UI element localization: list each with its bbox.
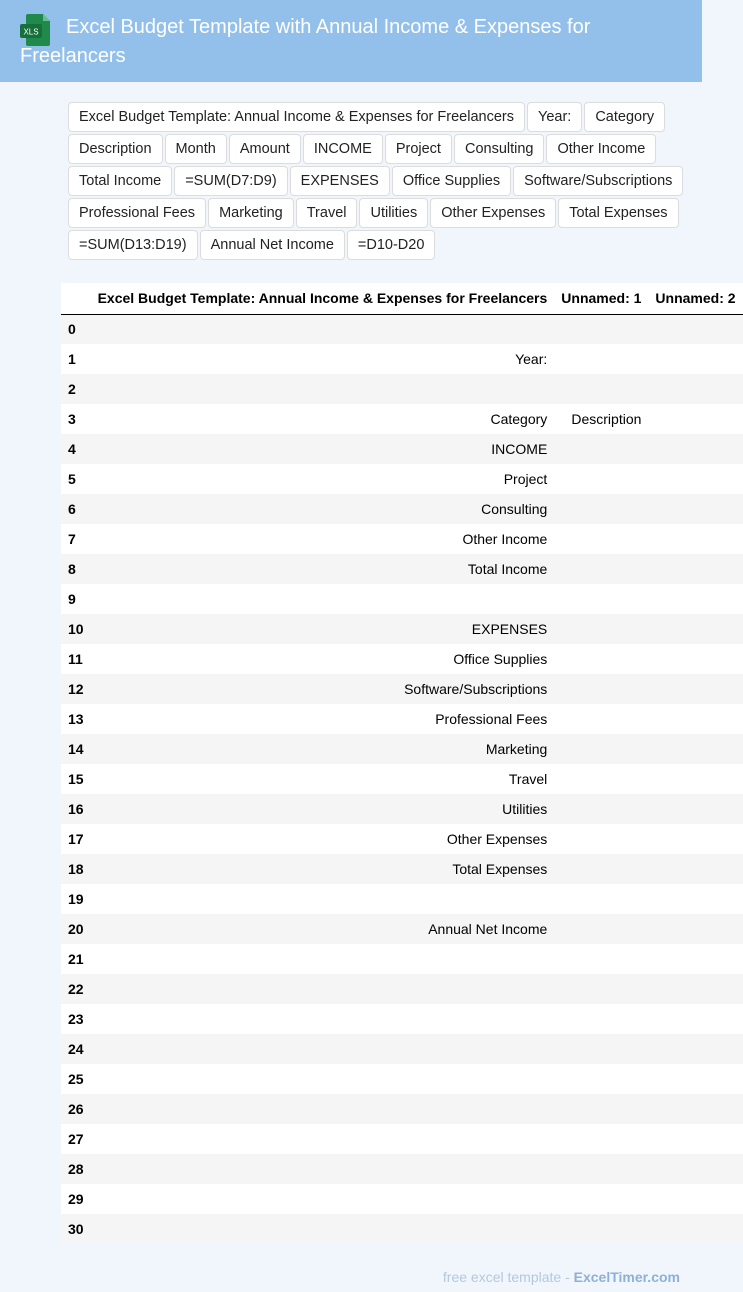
table-cell bbox=[648, 974, 742, 1004]
table-cell: Travel bbox=[91, 764, 555, 794]
row-index-cell: 1 bbox=[61, 344, 91, 374]
table-header-row bbox=[61, 283, 743, 314]
table-cell bbox=[648, 734, 742, 764]
row-index-cell: 20 bbox=[61, 914, 91, 944]
table-cell bbox=[554, 584, 648, 614]
table-cell bbox=[648, 1154, 742, 1184]
table-cell bbox=[554, 704, 648, 734]
keyword-tag[interactable]: Description bbox=[68, 134, 163, 164]
table-cell bbox=[554, 614, 648, 644]
table-cell bbox=[554, 644, 648, 674]
table-cell bbox=[648, 824, 742, 854]
row-index-cell: 8 bbox=[61, 554, 91, 584]
row-index-cell: 24 bbox=[61, 1034, 91, 1064]
table-cell bbox=[648, 1124, 742, 1154]
keyword-tag[interactable]: Marketing bbox=[208, 198, 294, 228]
table-cell bbox=[648, 554, 742, 584]
table-cell bbox=[648, 944, 742, 974]
table-cell bbox=[648, 704, 742, 734]
table-row bbox=[61, 464, 743, 494]
table-cell bbox=[648, 494, 742, 524]
keyword-tag[interactable]: Year: bbox=[527, 102, 582, 132]
keyword-tag[interactable]: Software/Subscriptions bbox=[513, 166, 683, 196]
keyword-tag[interactable]: Consulting bbox=[454, 134, 545, 164]
table-cell bbox=[648, 464, 742, 494]
row-index-cell: 5 bbox=[61, 464, 91, 494]
footer-brand-link[interactable]: ExcelTimer.com bbox=[573, 1269, 680, 1285]
table-cell bbox=[648, 794, 742, 824]
table-cell bbox=[554, 1034, 648, 1064]
table-cell: Professional Fees bbox=[91, 704, 555, 734]
table-cell bbox=[554, 464, 648, 494]
row-index-cell: 22 bbox=[61, 974, 91, 1004]
table-cell bbox=[648, 1214, 742, 1244]
table-row bbox=[61, 764, 743, 794]
table-cell bbox=[554, 854, 648, 884]
table-cell bbox=[648, 344, 742, 374]
table-cell bbox=[554, 674, 648, 704]
table-cell bbox=[554, 824, 648, 854]
table-cell bbox=[554, 734, 648, 764]
keyword-tag[interactable]: Amount bbox=[229, 134, 301, 164]
table-cell bbox=[554, 344, 648, 374]
keyword-tag[interactable]: Travel bbox=[296, 198, 358, 228]
row-index-cell: 26 bbox=[61, 1094, 91, 1124]
table-cell bbox=[648, 854, 742, 884]
table-row bbox=[61, 494, 743, 524]
table-cell bbox=[554, 1154, 648, 1184]
table-cell: Software/Subscriptions bbox=[91, 674, 555, 704]
table-cell bbox=[554, 794, 648, 824]
row-index-cell: 19 bbox=[61, 884, 91, 914]
row-index-cell: 9 bbox=[61, 584, 91, 614]
table-cell bbox=[648, 584, 742, 614]
table-cell bbox=[554, 1004, 648, 1034]
row-index-cell: 13 bbox=[61, 704, 91, 734]
keyword-tag[interactable]: =SUM(D13:D19) bbox=[68, 230, 198, 260]
row-index-cell: 30 bbox=[61, 1214, 91, 1244]
table-cell: Description bbox=[554, 404, 648, 434]
footer-credit bbox=[443, 1269, 680, 1285]
keyword-tag[interactable]: Project bbox=[385, 134, 452, 164]
table-cell bbox=[554, 314, 648, 344]
table-cell bbox=[648, 614, 742, 644]
table-row bbox=[61, 314, 743, 344]
table-cell bbox=[648, 914, 742, 944]
table-cell: Other Income bbox=[91, 524, 555, 554]
table-cell: Consulting bbox=[91, 494, 555, 524]
table-cell bbox=[554, 1064, 648, 1094]
table-cell: Category bbox=[91, 404, 555, 434]
table-cell bbox=[554, 974, 648, 1004]
table-cell: Office Supplies bbox=[91, 644, 555, 674]
table-row bbox=[61, 674, 743, 704]
table-cell bbox=[648, 1064, 742, 1094]
table-cell bbox=[91, 974, 555, 1004]
table-row bbox=[61, 854, 743, 884]
page-header bbox=[0, 0, 702, 82]
table-cell: Total Income bbox=[91, 554, 555, 584]
keyword-tag[interactable]: EXPENSES bbox=[290, 166, 390, 196]
keyword-tag-list bbox=[68, 102, 698, 262]
table-cell bbox=[648, 884, 742, 914]
row-index-cell: 14 bbox=[61, 734, 91, 764]
table-row bbox=[61, 1154, 743, 1184]
table-row bbox=[61, 1094, 743, 1124]
keyword-tag[interactable]: Month bbox=[165, 134, 227, 164]
table-cell bbox=[91, 314, 555, 344]
data-table bbox=[61, 283, 743, 1244]
table-cell bbox=[554, 944, 648, 974]
table-row bbox=[61, 344, 743, 374]
row-index-cell: 29 bbox=[61, 1184, 91, 1214]
table-cell bbox=[648, 1094, 742, 1124]
table-cell bbox=[91, 1004, 555, 1034]
table-cell bbox=[91, 1124, 555, 1154]
table-cell bbox=[648, 764, 742, 794]
table-cell bbox=[554, 554, 648, 584]
table-cell bbox=[91, 1034, 555, 1064]
keyword-tag[interactable]: Category bbox=[584, 102, 665, 132]
keyword-tag[interactable]: =SUM(D7:D9) bbox=[174, 166, 287, 196]
table-cell bbox=[91, 1064, 555, 1094]
table-cell: Utilities bbox=[91, 794, 555, 824]
row-index-cell: 17 bbox=[61, 824, 91, 854]
table-row bbox=[61, 1034, 743, 1064]
table-row bbox=[61, 434, 743, 464]
table-cell bbox=[648, 1004, 742, 1034]
table-row bbox=[61, 794, 743, 824]
table-cell bbox=[648, 314, 742, 344]
table-cell bbox=[554, 1094, 648, 1124]
table-row bbox=[61, 1184, 743, 1214]
row-index-cell: 15 bbox=[61, 764, 91, 794]
table-row bbox=[61, 524, 743, 554]
data-table-container[interactable] bbox=[68, 283, 736, 1244]
table-cell: Year: bbox=[91, 344, 555, 374]
table-cell bbox=[554, 914, 648, 944]
table-row bbox=[61, 404, 743, 434]
table-cell bbox=[648, 1034, 742, 1064]
table-row bbox=[61, 584, 743, 614]
table-row bbox=[61, 734, 743, 764]
table-cell bbox=[554, 524, 648, 554]
keyword-tag[interactable]: Annual Net Income bbox=[200, 230, 345, 260]
table-row bbox=[61, 944, 743, 974]
table-row bbox=[61, 884, 743, 914]
row-index-cell: 3 bbox=[61, 404, 91, 434]
table-cell: Annual Net Income bbox=[91, 914, 555, 944]
table-cell bbox=[554, 1184, 648, 1214]
table-cell bbox=[91, 884, 555, 914]
column-header: Unnamed: 2 bbox=[648, 283, 742, 314]
keyword-tag[interactable]: Total Income bbox=[68, 166, 172, 196]
table-cell bbox=[91, 1154, 555, 1184]
table-cell bbox=[91, 1184, 555, 1214]
table-cell bbox=[554, 1124, 648, 1154]
row-index-cell: 23 bbox=[61, 1004, 91, 1034]
table-row bbox=[61, 704, 743, 734]
table-cell: INCOME bbox=[91, 434, 555, 464]
table-cell bbox=[554, 1214, 648, 1244]
row-index-cell: 0 bbox=[61, 314, 91, 344]
row-index-cell: 28 bbox=[61, 1154, 91, 1184]
keyword-tag[interactable]: Other Expenses bbox=[430, 198, 556, 228]
table-row bbox=[61, 1064, 743, 1094]
row-index-cell: 18 bbox=[61, 854, 91, 884]
table-cell bbox=[648, 644, 742, 674]
table-cell bbox=[648, 404, 742, 434]
table-cell bbox=[91, 584, 555, 614]
row-index-cell: 21 bbox=[61, 944, 91, 974]
keyword-tag[interactable]: Utilities bbox=[359, 198, 428, 228]
index-column-header bbox=[61, 283, 91, 314]
table-cell bbox=[554, 764, 648, 794]
row-index-cell: 10 bbox=[61, 614, 91, 644]
table-cell bbox=[91, 1094, 555, 1124]
table-row bbox=[61, 614, 743, 644]
footer-prefix: free excel template - bbox=[442, 1269, 574, 1285]
table-row bbox=[61, 824, 743, 854]
row-index-cell: 6 bbox=[61, 494, 91, 524]
keyword-tag[interactable]: INCOME bbox=[303, 134, 383, 164]
table-row bbox=[61, 914, 743, 944]
xls-icon-label: XLS bbox=[23, 27, 39, 37]
table-cell bbox=[648, 434, 742, 464]
row-index-cell: 7 bbox=[61, 524, 91, 554]
column-header: Unnamed: 1 bbox=[554, 283, 648, 314]
row-index-cell: 12 bbox=[61, 674, 91, 704]
keyword-tag[interactable]: Total Expenses bbox=[558, 198, 678, 228]
keyword-tag[interactable]: Other Income bbox=[546, 134, 656, 164]
row-index-cell: 2 bbox=[61, 374, 91, 404]
table-cell: Project bbox=[91, 464, 555, 494]
table-cell bbox=[648, 524, 742, 554]
keyword-tag[interactable]: Excel Budget Template: Annual Income & Expenses for Freelancers bbox=[68, 102, 525, 132]
keyword-tag[interactable]: Office Supplies bbox=[392, 166, 511, 196]
table-cell bbox=[554, 494, 648, 524]
row-index-cell: 16 bbox=[61, 794, 91, 824]
table-cell: EXPENSES bbox=[91, 614, 555, 644]
table-row bbox=[61, 1214, 743, 1244]
table-row bbox=[61, 554, 743, 584]
table-cell: Marketing bbox=[91, 734, 555, 764]
row-index-cell: 27 bbox=[61, 1124, 91, 1154]
table-cell bbox=[554, 884, 648, 914]
table-row bbox=[61, 974, 743, 1004]
table-row bbox=[61, 644, 743, 674]
column-header: Excel Budget Template: Annual Income & Expenses for Freelancers bbox=[91, 283, 555, 314]
row-index-cell: 4 bbox=[61, 434, 91, 464]
table-cell bbox=[91, 374, 555, 404]
table-cell: Total Expenses bbox=[91, 854, 555, 884]
table-row bbox=[61, 1004, 743, 1034]
table-cell bbox=[648, 374, 742, 404]
table-cell bbox=[91, 1214, 555, 1244]
table-cell bbox=[91, 944, 555, 974]
table-row bbox=[61, 1124, 743, 1154]
keyword-tag[interactable]: Professional Fees bbox=[68, 198, 206, 228]
table-row bbox=[61, 374, 743, 404]
keyword-tag[interactable]: =D10-D20 bbox=[347, 230, 436, 260]
row-index-cell: 11 bbox=[61, 644, 91, 674]
table-cell bbox=[554, 434, 648, 464]
table-cell bbox=[648, 674, 742, 704]
table-cell bbox=[648, 1184, 742, 1214]
table-cell bbox=[554, 374, 648, 404]
table-cell: Other Expenses bbox=[91, 824, 555, 854]
row-index-cell: 25 bbox=[61, 1064, 91, 1094]
page-title: Excel Budget Template with Annual Income & Expenses for Freelancers bbox=[20, 16, 591, 67]
